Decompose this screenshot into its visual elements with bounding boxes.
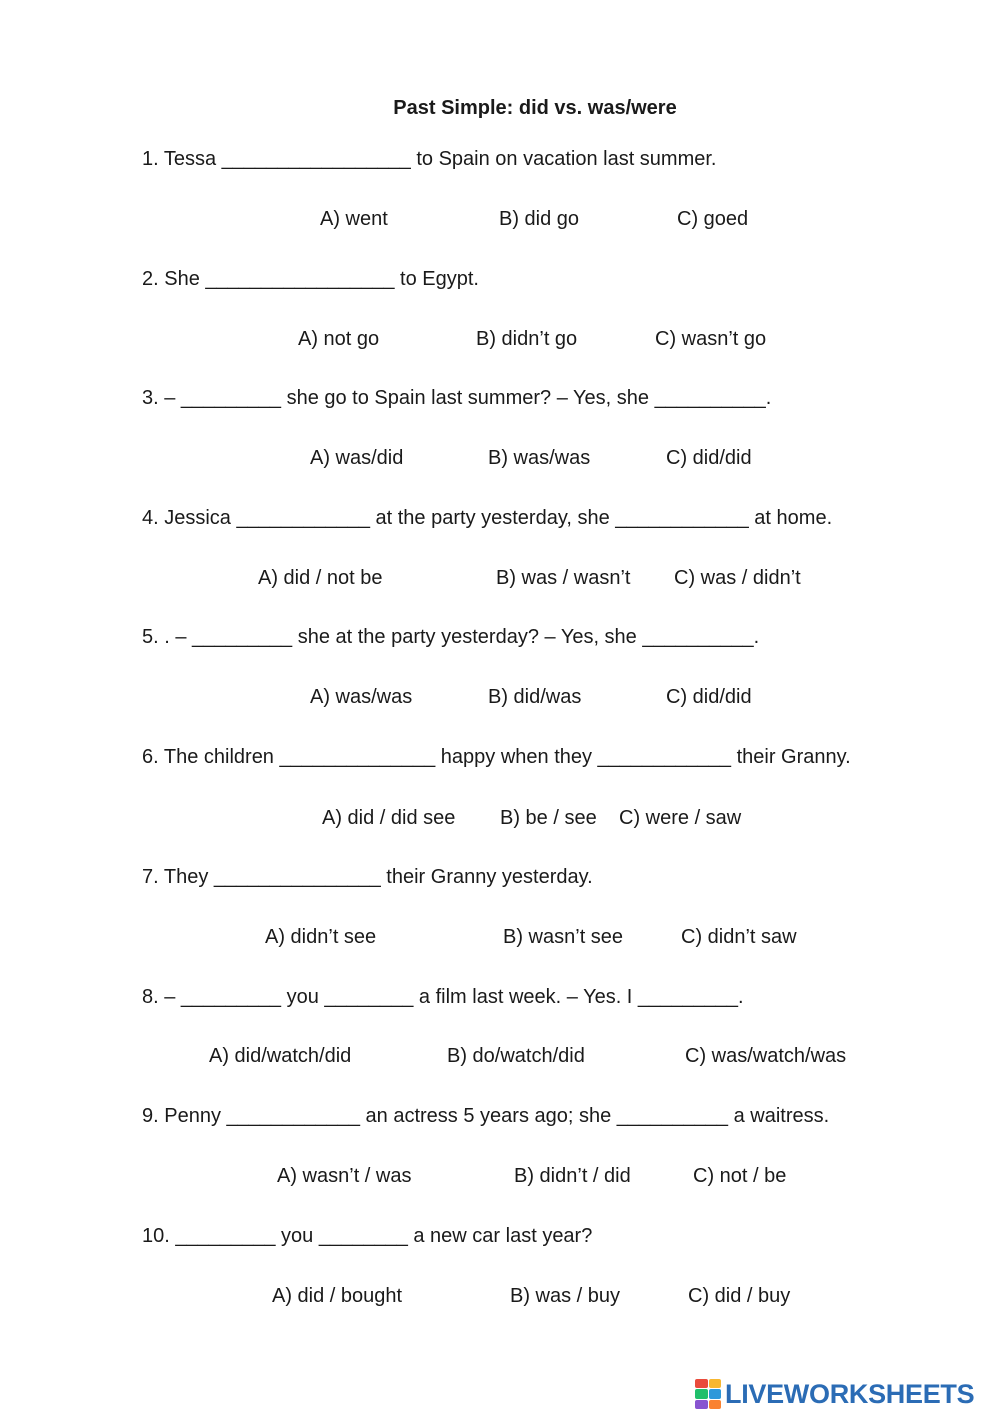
question-7: 7. They _______________ their Granny yesterday. [142, 866, 593, 888]
question-7-option-c[interactable]: C) didn’t saw [681, 926, 797, 948]
question-3: 3. – _________ she go to Spain last summer? – Yes, she __________. [142, 387, 772, 409]
liveworksheets-logo-icon [695, 1379, 721, 1409]
question-1-option-a[interactable]: A) went [320, 208, 388, 230]
question-5-option-a[interactable]: A) was/was [310, 686, 413, 708]
question-10: 10. _________ you ________ a new car last year? [142, 1225, 593, 1247]
question-3-option-b[interactable]: B) was/was [488, 447, 591, 469]
question-1-option-c[interactable]: C) goed [677, 208, 749, 230]
question-8: 8. – _________ you ________ a film last week. – Yes. I _________. [142, 986, 744, 1008]
liveworksheets-logo-text: LIVEWORKSHEETS [725, 1378, 975, 1409]
question-3-option-c[interactable]: C) did/did [666, 447, 752, 469]
liveworksheets-logo [695, 1374, 974, 1414]
question-2-option-b[interactable]: B) didn’t go [476, 328, 578, 350]
question-8-option-a[interactable]: A) did/watch/did [209, 1045, 352, 1067]
question-2-option-c[interactable]: C) wasn’t go [655, 328, 767, 350]
question-5: 5. . – _________ she at the party yesterday? – Yes, she __________. [142, 626, 760, 648]
question-6: 6. The children ______________ happy when they ____________ their Granny. [142, 746, 851, 768]
question-10-option-c[interactable]: C) did / buy [688, 1285, 791, 1307]
question-6-option-c[interactable]: C) were / saw [619, 807, 742, 829]
question-10-option-a[interactable]: A) did / bought [272, 1285, 403, 1307]
question-3-option-a[interactable]: A) was/did [310, 447, 404, 469]
question-9-option-c[interactable]: C) not / be [693, 1165, 787, 1187]
question-4-option-c[interactable]: C) was / didn’t [674, 567, 801, 589]
question-9: 9. Penny ____________ an actress 5 years ago; she __________ a waitress. [142, 1105, 830, 1127]
question-4: 4. Jessica ____________ at the party yesterday, she ____________ at home. [142, 507, 833, 529]
question-5-option-c[interactable]: C) did/did [666, 686, 752, 708]
question-4-option-a[interactable]: A) did / not be [258, 567, 383, 589]
question-6-option-a[interactable]: A) did / did see [322, 807, 456, 829]
question-2-option-a[interactable]: A) not go [298, 328, 380, 350]
worksheet-title: Past Simple: did vs. was/were [393, 97, 677, 119]
question-2: 2. She _________________ to Egypt. [142, 268, 479, 290]
question-5-option-b[interactable]: B) did/was [488, 686, 582, 708]
question-10-option-b[interactable]: B) was / buy [510, 1285, 621, 1307]
question-9-option-b[interactable]: B) didn’t / did [514, 1165, 631, 1187]
question-7-option-a[interactable]: A) didn’t see [265, 926, 377, 948]
question-1-option-b[interactable]: B) did go [499, 208, 580, 230]
question-4-option-b[interactable]: B) was / wasn’t [496, 567, 631, 589]
question-9-option-a[interactable]: A) wasn’t / was [277, 1165, 412, 1187]
question-8-option-c[interactable]: C) was/watch/was [685, 1045, 847, 1067]
question-7-option-b[interactable]: B) wasn’t see [503, 926, 624, 948]
question-1: 1. Tessa _________________ to Spain on vacation last summer. [142, 148, 717, 170]
question-8-option-b[interactable]: B) do/watch/did [447, 1045, 585, 1067]
question-6-option-b[interactable]: B) be / see [500, 807, 597, 829]
